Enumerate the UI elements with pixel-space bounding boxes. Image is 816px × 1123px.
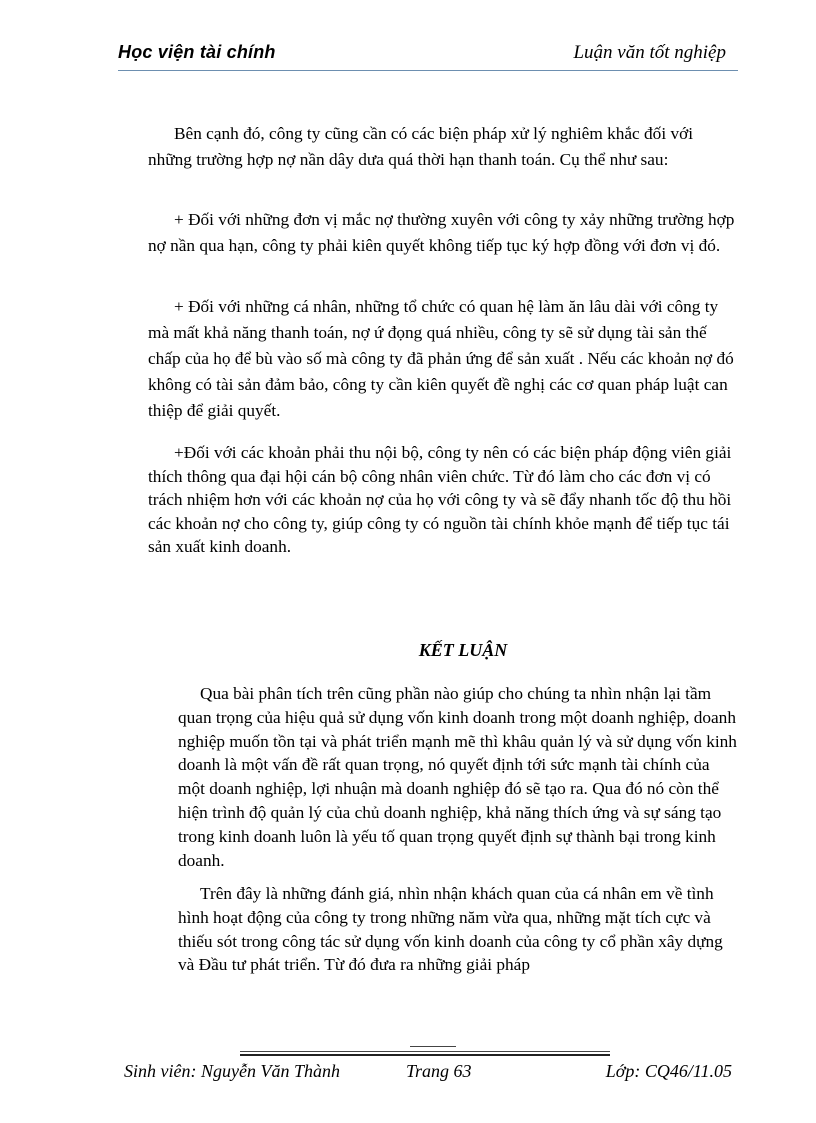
footer-divider-thin bbox=[240, 1051, 610, 1052]
paragraph-intro: Bên cạnh đó, công ty cũng cần có các biện pháp xử lý nghiêm khắc đối với những trường hợp nợ nần dây dưa quá thời hạn thanh toán. Cụ thể như sau: bbox=[148, 124, 694, 169]
conclusion-heading: KẾT LUẬN bbox=[418, 640, 508, 660]
header-institution: Học viện tài chính bbox=[118, 42, 276, 62]
footer-divider-thick bbox=[240, 1054, 610, 1056]
footer-divider-short bbox=[410, 1046, 456, 1047]
footer-student: Sinh viên: Nguyễn Văn Thành bbox=[124, 1061, 340, 1081]
footer-class: Lớp: CQ46/11.05 bbox=[605, 1061, 732, 1081]
paragraph-conclusion-2: Trên đây là những đánh giá, nhìn nhận khách quan của cá nhân em về tình hình hoạt động của công ty trong những năm vừa qua, những mặt tích cực và thiếu sót trong công tác sử dụng vốn kinh doanh của công ty cổ phần xây dựng và Đầu tư phát triển. Từ đó đưa ra những giải pháp bbox=[178, 884, 723, 975]
header-divider bbox=[118, 70, 738, 71]
paragraph-long-term-partners: + Đối với những cá nhân, những tổ chức có quan hệ làm ăn lâu dài với công ty mà mất khả năng thanh toán, nợ ứ đọng quá nhiều, công ty sẽ sử dụng tài sản thế chấp của họ để bù vào số mà công ty đã phản ứng để sản xuất . Nếu các khoản nợ đó không có tài sản đảm bảo, công ty cần kiên quyết đề nghị các cơ quan pháp luật can thiệp để giải quyết. bbox=[148, 297, 734, 420]
paragraph-conclusion-1: Qua bài phân tích trên cũng phần nào giúp cho chúng ta nhìn nhận lại tầm quan trọng của hiệu quả sử dụng vốn kinh doanh trong một doanh nghiệp, doanh nghiệp muốn tồn tại và phát triển mạnh mẽ thì khâu quản lý và sử dụng vốn kinh doanh là một vấn đề rất quan trọng, nó quyết định tới sức mạnh tài chính của một doanh nghiệp, lợi nhuận mà doanh nghiệp đó sẽ tạo ra. Qua đó nó còn thể hiện trình độ quản lý của chủ doanh nghiệp, khả năng thích ứng và sự sáng tạo trong kinh doanh luôn là yếu tố quan trọng quyết định sự thành bại trong kinh doanh. bbox=[178, 684, 737, 870]
footer-page-number: Trang 63 bbox=[406, 1061, 472, 1081]
paragraph-frequent-debtors: + Đối với những đơn vị mắc nợ thường xuyên với công ty xảy những trường hợp nợ nần qua hạn, công ty phải kiên quyết không tiếp tục ký hợp đồng với đơn vị đó. bbox=[148, 210, 735, 255]
paragraph-internal-receivables: +Đối với các khoản phải thu nội bộ, công ty nên có các biện pháp động viên giải thích thông qua đại hội cán bộ công nhân viên chức. Từ đó làm cho các đơn vị có trách nhiệm hơn với các khoản nợ của họ với công ty và sẽ đẩy nhanh tốc độ thu hồi các khoản nợ cho công ty, giúp công ty có nguồn tài chính khỏe mạnh để tiếp tục tái sản xuất kinh doanh. bbox=[148, 443, 732, 556]
header-document-type: Luận văn tốt nghiệp bbox=[573, 42, 726, 63]
